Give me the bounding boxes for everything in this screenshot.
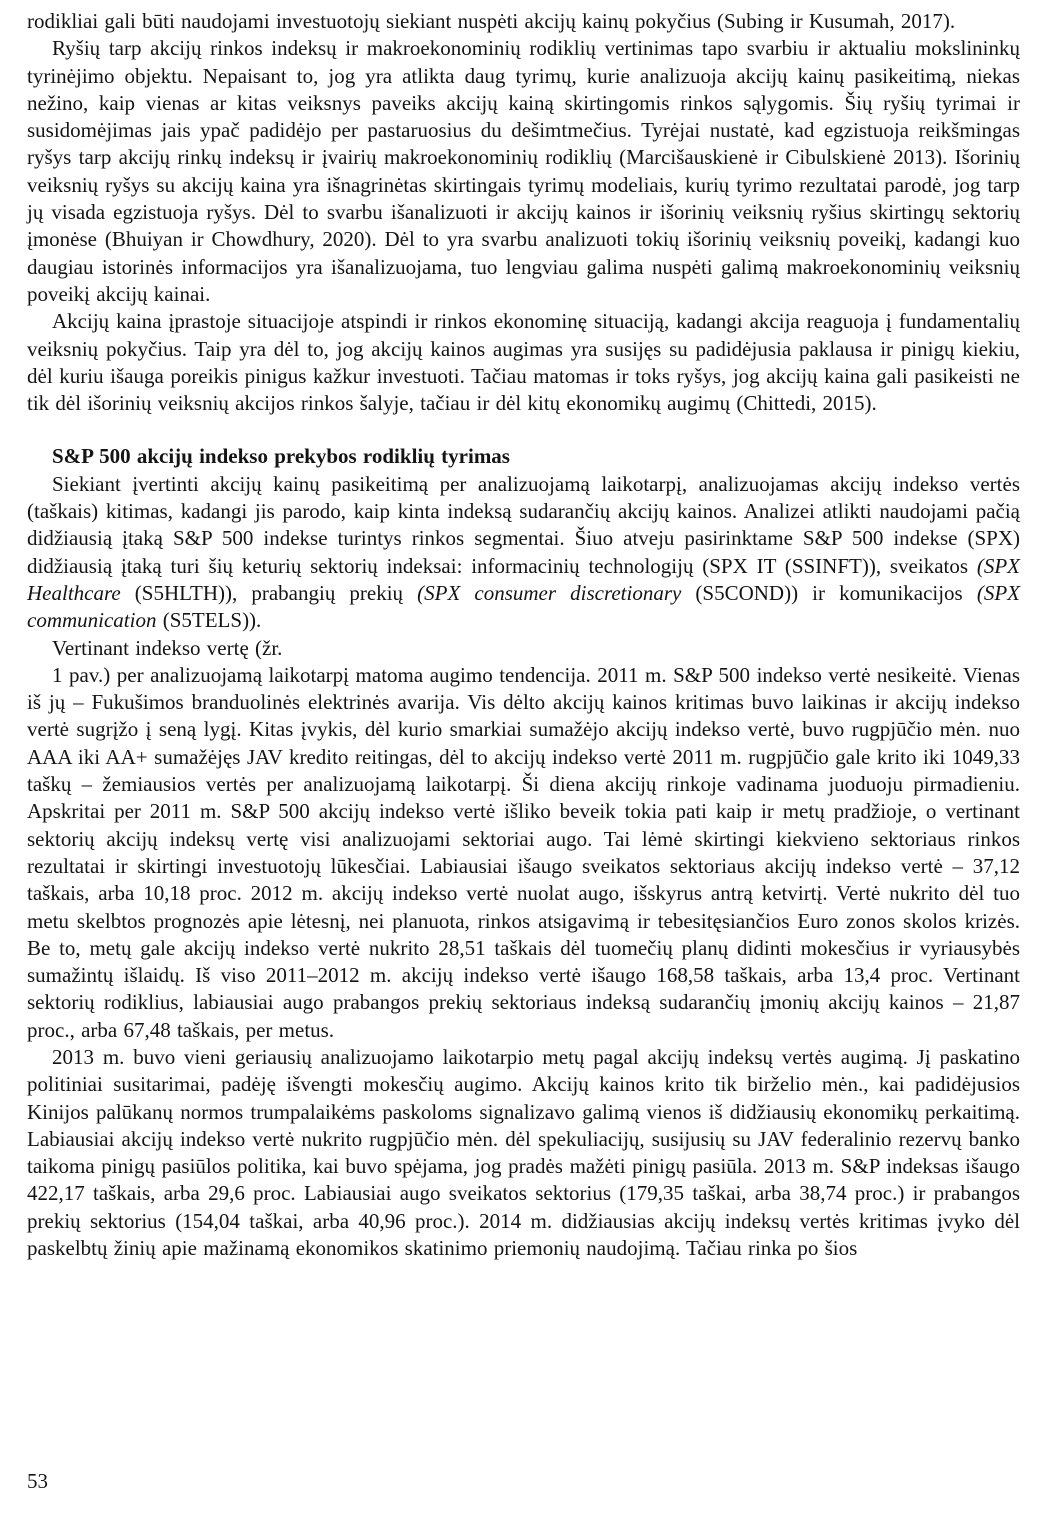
text-run: (S5TELS)). [156,608,262,633]
paragraph [27,471,1020,635]
paragraph [27,35,1020,308]
paragraph [27,1044,1020,1262]
text-run: Siekiant įvertinti akcijų kainų pasikeitimą per analizuojamą laikotarpį, analizuojamas akcijų indekso vertės (taškais) kitimas, kadangi jis parodo, kaip kinta indeksą sudarančių akcijų kainos. Analizei atlikti naudojami pačią didžiausią įtaką S&P 500 indekse turintys rinkos segmentai. Šiuo atveju pasirinktame S&P 500 indekse (SPX) didžiausią įtaką turi šių keturių sektorių indeksai: informacinių technologijų (SPX IT (SSINFT)), sveikatos [27,471,1020,578]
text-run: rodikliai gali būti naudojami investuotojų siekiant nuspėti akcijų kainų pokyčius (Subing ir Kusumah, 2017). [27,9,956,33]
section-heading [27,443,1020,470]
text-run: Akcijų kaina įprastoje situacijoje atspindi ir rinkos ekonominę situaciją, kadangi akcija reaguoja į fundamentalių veiksnių pokyčius. Taip yra dėl to, jog akcijų kainos augimas yra susijęs su padidėjusia paklausa ir pinigų kiekiu, dėl kuriu išauga poreikis pinigus kažkur investuoti. Tačiau matomas ir toks ryšys, jog akcijų kaina gali pasikeisti ne tik dėl išorinių veiksnių akcijos rinkos šalyje, tačiau ir dėl kitų ekonomikų augimų (Chittedi, 2015). [27,309,1020,416]
italic-text-run: (SPX consumer discretionary [417,580,682,605]
paragraph [27,662,1020,1044]
text-column [27,8,1020,1262]
text-run: (S5COND)) ir komunikacijos [681,580,977,605]
text-run: S&P 500 akcijų indekso prekybos rodiklių tyrimas [52,444,510,469]
text-run: 1 pav.) per analizuojamą laikotarpį matoma augimo tendencija. 2011 m. S&P 500 indekso vertė nesikeitė. Vienas iš jų – Fukušimos branduolinės elektrinės avarija. Vis dėlto akcijų kainos kritimas buvo laikinas ir akcijų indekso vertė sugrįžo į seną lygį. Kitas įvykis, dėl kurio smarkiai sumažėjo akcijų indekso vertė, buvo rugpjūčio mėn. nuo AAA iki AA+ sumažėjęs JAV kredito reitingas, dėl to akcijų indekso vertė 2011 m. rugpjūčio gale krito iki 1049,33 taškų – žemiausios vertės per analizuojamą laikotarpį. Ši diena akcijų rinkoje vadinama juoduoju pirmadieniu. Apskritai per 2011 m. S&P 500 akcijų indekso vertė išliko beveik tokia pati kaip ir metų pradžioje, o vertinant sektorių akcijų indeksų vertę visi analizuojami sektoriai augo. Tai lėmė skirtingi kiekvieno sektoriaus rinkos rezultatai ir skirtingi investuotojų lūkesčiai. Labiausiai išaugo sveikatos sektoriaus akcijų indekso vertė – 37,12 taškais, arba 10,18 proc. 2012 m. akcijų indekso vertė nuolat augo, išskyrus antrą ketvirtį. Vertė nukrito dėl tuo metu skelbtos prognozės apie lėtesnį, nei planuota, rinkos atsigavimą ir tebesitęsiančios Euro zonos skolos krizės. Be to, metų gale akcijų indekso vertė nukrito 28,51 taškais dėl tuomečių planų didinti mokesčius ir vyriausybės sumažintų išlaidų. Iš viso 2011–2012 m. akcijų indekso vertė išaugo 168,58 taškais, arba 13,4 proc. Vertinant sektorių rodiklius, labiausiai augo prabangos prekių sektoriaus indeksą sudarančių įmonių akcijų kainos – 21,87 proc., arba 67,48 taškais, per metus. [27,662,1020,1042]
text-run: Ryšių tarp akcijų rinkos indeksų ir makroekonominių rodiklių vertinimas tapo svarbiu ir aktualiu mokslininkų tyrinėjimo objektu. Nepaisant to, jog yra atlikta daug tyrimų, kurie analizuoja akcijų kainų pasikeitimą, niekas nežino, kaip vienas ar kitas veiksnys paveiks akcijų kainą skirtingomis rinkos sąlygomis. Šių ryšių tyrimai ir susidomėjimas jais ypač padidėjo per pastaruosius du dešimtmečius. Tyrėjai nustatė, kad egzistuoja reikšmingas ryšys tarp akcijų rinkų indeksų ir įvairių makroekonominių rodiklių (Marcišauskienė ir Cibulskienė 2013). Išorinių veiksnių ryšys su akcijų kaina yra išnagrinėtas skirtingais tyrimų modeliais, kurių tyrimo rezultatai parodė, jog tarp jų visada egzistuoja ryšys. Dėl to svarbu išanalizuoti ir akcijų kainos ir išorinių veiksnių ryšius skirtingų sektorių įmonėse (Bhuiyan ir Chowdhury, 2020). Dėl to yra svarbu analizuoti tokių išorinių veiksnių poveikį, kadangi kuo daugiau istorinės informacijos yra išanalizuojama, tuo lengviau galima nuspėti galimą makroekonominių veiksnių poveikį akcijų kainai. [27,36,1020,306]
italic-text-run: (SPX Healthcare [27,553,1020,605]
page-number: 53 [27,1469,48,1493]
paragraph [27,635,1020,662]
text-run: 2013 m. buvo vieni geriausių analizuojamo laikotarpio metų pagal akcijų indeksų vertės augimą. Jį paskatino politiniai susitarimai, padėję išvengti mokesčių augimo. Akcijų kainos krito tik birželio mėn., kai padidėjusios Kinijos palūkanų normos trumpalaikėms paskoloms signalizavo galimą vienos iš didžiausių ekonomikų perkaitimą. Labiausiai akcijų indekso vertė nukrito rugpjūčio mėn. dėl spekuliacijų, susijusių su JAV federalinio rezervų banko taikoma pinigų pasiūlos politika, kai buvo spėjama, jog pradės mažėti pinigų pasiūla. 2013 m. S&P indeksas išaugo 422,17 taškais, arba 29,6 proc. Labiausiai augo sveikatos sektorius (179,35 taškai, arba 38,74 proc.) ir prabangos prekių sektorius (154,04 taškai, arba 40,96 proc.). 2014 m. didžiausias akcijų indeksų vertės kritimas įvyko dėl paskelbtų žinių apie mažinamą ekonomikos skatinimo priemonių naudojimą. Tačiau rinka po šios [27,1044,1020,1261]
italic-text-run: (SPX communication [27,580,1020,633]
paragraph [27,308,1020,417]
text-run: (S5HLTH)), prabangių prekių [120,580,418,605]
text-run: Vertinant indekso vertę (žr. [52,635,283,660]
paragraph [27,8,1020,35]
